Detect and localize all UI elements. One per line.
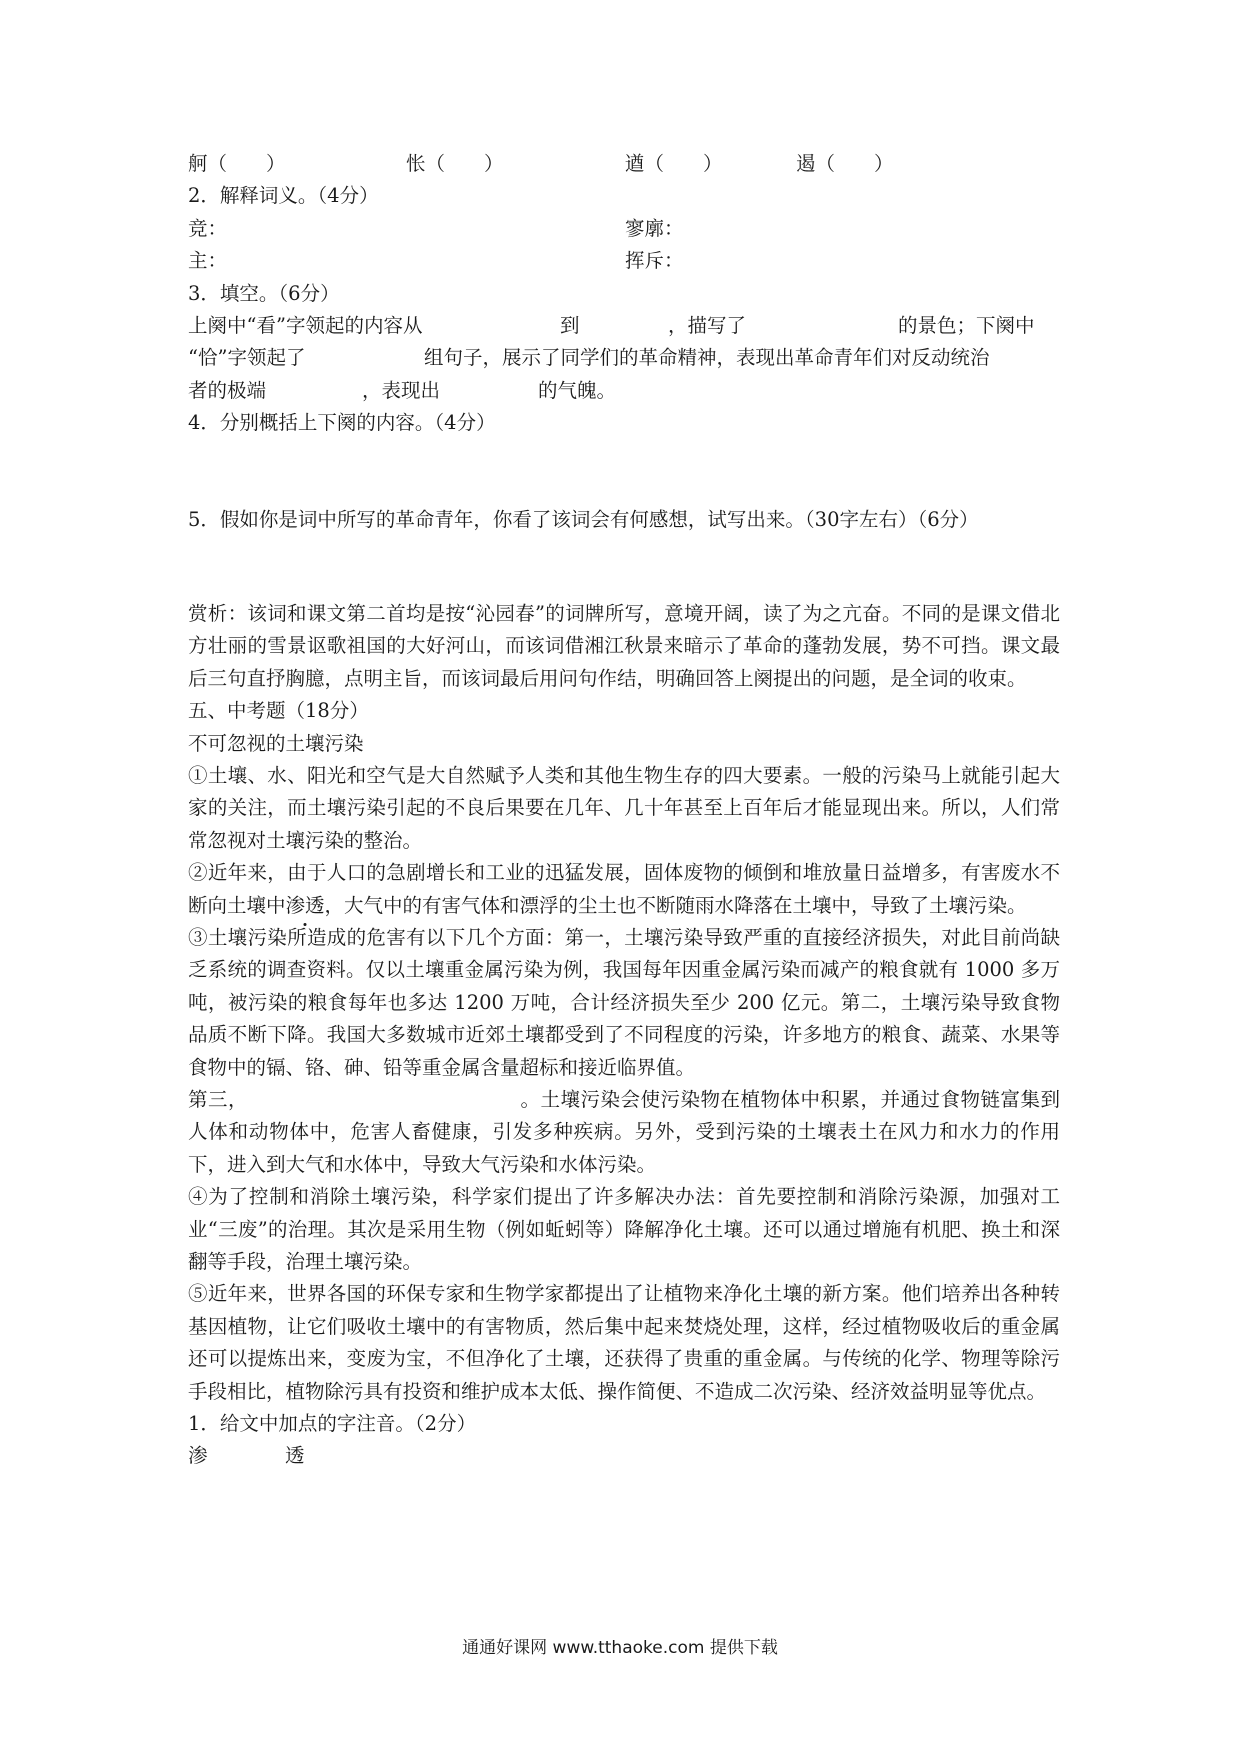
document-body: [188, 148, 1060, 1473]
article-paragraph-3-cont: [188, 1084, 1060, 1181]
q3-text-3c: 的气魄。: [538, 378, 617, 402]
q3-line-1: [188, 310, 1060, 342]
paragraph-3-third-label: 第三，: [188, 1087, 248, 1111]
q2-row-2: [188, 245, 1060, 277]
dotted-word-text: 渗透: [286, 890, 325, 922]
pinyin-item-3: 遒（ ）: [625, 152, 723, 175]
question-1-chars: [188, 1440, 1060, 1472]
q3-text-1d: 的景色；下阕中: [898, 313, 1035, 337]
pinyin-item-2: 怅（ ）: [406, 152, 504, 175]
answer-space-q4: [188, 440, 1060, 504]
appreciation-paragraph: 赏析：该词和课文第二首均是按“沁园春”的词牌所写，意境开阔，读了为之亢奋。不同的是课文借北方壮丽的雪景讴歌祖国的大好河山，而该词借湘江秋景来暗示了革命的蓬勃发展，势不可挡。课文最后三句直抒胸臆，点明主旨，而该词最后用问句作结，明确回答上阕提出的问题，是全词的收束。: [188, 601, 1060, 690]
pinyin-row: [188, 148, 1060, 180]
article-paragraph-1: ①土壤、水、阳光和空气是大自然赋予人类和其他生物生存的四大要素。一般的污染马上就能引起大家的关注，而土壤污染引起的不良后果要在几年、几十年甚至上百年后才能显现出来。所以，人们常常忽视对土壤污染的整治。: [188, 763, 1060, 852]
q3-text-1a: 上阕中“看”字领起的内容从: [188, 313, 423, 337]
q3-text-2b: 组句子，展示了同学们的革命精神，表现出革命青年们对反动统治: [424, 346, 990, 370]
q2-term-huichi: 挥斥：: [625, 249, 684, 273]
q3-title: 3．填空。（6分）: [188, 281, 340, 305]
q2-title: 2．解释词义。（4分）: [188, 184, 379, 208]
q5-title: 5．假如你是词中所写的革命青年，你看了该词会有何感想，试写出来。（30字左右）（6分）: [188, 507, 979, 531]
q2-term-jing: 竞：: [188, 216, 228, 240]
q3-text-3a: 者的极端: [188, 378, 267, 402]
q3-line-3: [188, 375, 1060, 407]
page-footer: 通通好课网 www.tthaoke.com 提供下载: [462, 1638, 778, 1658]
q2-term-zhu: 主：: [188, 249, 228, 273]
pinyin-item-1: 舸（ ）: [188, 152, 286, 175]
paragraph-2-text-b: ，大气中的有害气体和漂浮的尘土也不断随雨水降落在土壤中，导致了土壤污染。: [324, 893, 1027, 917]
paragraph-3-text-rest: 。土壤污染会使污染物在植物体中积累，并通过食物链富集到人体和动物体中，危害人畜健康，引发多种疾病。另外，受到污染的土壤表土在风力和水力的作用下，进入到大气和水体中，导致大气污染和水体污染。: [188, 1087, 1060, 1176]
q3-text-1c: ，描写了: [668, 313, 747, 337]
question-1-title: 1．给文中加点的字注音。（2分）: [188, 1412, 477, 1436]
q3-text-3b: ，表现出: [362, 378, 441, 402]
article-paragraph-2: [188, 857, 1060, 922]
article-title: 不可忽视的土壤污染: [188, 731, 364, 755]
pinyin-item-4: 遏（ ）: [796, 152, 894, 175]
paragraph-2-text-a: ②近年来，由于人口的急剧增长和工业的迅猛发展，固体废物的倾倒和堆放量日益增多，有害废水不断向土壤中: [188, 861, 1060, 917]
q3-text-2a: “恰”字领起了: [188, 346, 306, 370]
dotted-word: [286, 894, 325, 917]
q2-term-liaokuo: 寥廓：: [625, 216, 684, 240]
section-five-title: 五、中考题（18分）: [188, 699, 369, 723]
answer-space-q5: [188, 536, 1060, 598]
q3-text-1b: 到: [560, 313, 580, 337]
q2-row-1: [188, 213, 1060, 245]
q3-line-2: [188, 342, 1060, 374]
article-paragraph-5: ⑤近年来，世界各国的环保专家和生物学家都提出了让植物来净化土壤的新方案。他们培养出各种转基因植物，让它们吸收土壤中的有害物质，然后集中起来焚烧处理，这样，经过植物吸收后的重金属还可以提炼出来，变废为宝，不但净化了土壤，还获得了贵重的重金属。与传统的化学、物理等除污手段相比，植物除污具有投资和维护成本太低、操作简便、不造成二次污染、经济效益明显等优点。: [188, 1282, 1060, 1403]
q4-title: 4．分别概括上下阕的内容。（4分）: [188, 411, 496, 435]
article-paragraph-4: ④为了控制和消除土壤污染，科学家们提出了许多解决办法：首先要控制和消除污染源，加强对工业“三废”的治理。其次是采用生物（例如蚯蚓等）降解净化土壤。还可以通过增施有机肥、换土和深翻等手段，治理土壤污染。: [188, 1185, 1060, 1273]
article-paragraph-3: ③土壤污染所造成的危害有以下几个方面：第一，土壤污染导致严重的直接经济损失，对此目前尚缺乏系统的调查资料。仅以土壤重金属污染为例，我国每年因重金属污染而减产的粮食就有 1000 多万吨，被污染的粮食每年也多达 1200 万吨，合计经济损失至少 200 亿元。第二，土壤污染导致食物品质不断下降。我国大多数城市近郊土壤都受到了不同程度的污染，许多地方的粮食、蔬菜、水果等食物中的镉、铬、砷、铅等重金属含量超标和接近临界值。: [188, 925, 1060, 1079]
q1-char-tou: 透: [285, 1444, 305, 1468]
q1-char-shen: 渗: [188, 1444, 208, 1468]
